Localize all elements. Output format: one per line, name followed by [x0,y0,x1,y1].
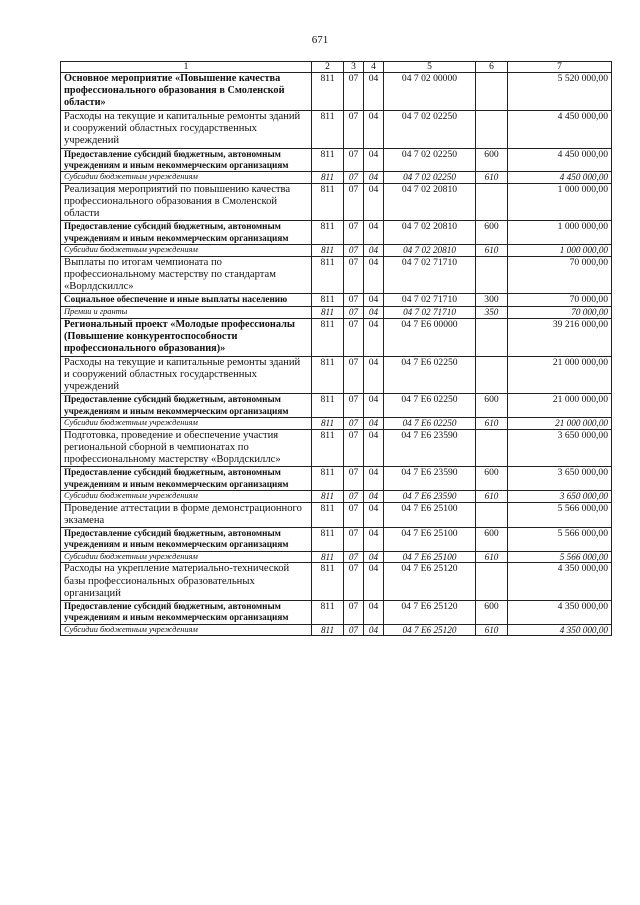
row-name: Предоставление субсидий бюджетным, автономным учреждениям и иным некоммерческим организациям [61,528,312,552]
row-code-section: 07 [344,172,364,184]
row-code-subsection: 04 [364,528,384,552]
row-code-expense-type [476,563,508,601]
row-name: Подготовка, проведение и обеспечение участия региональной сборной в чемпионатах по профессиональному мастерству «Ворлдскиллс» [61,429,312,467]
table-body [61,73,612,636]
row-code-ministry: 811 [312,467,344,491]
table-row [61,245,612,257]
row-code-target: 04 7 E6 00000 [384,318,476,356]
row-code-ministry: 811 [312,356,344,394]
row-code-ministry: 811 [312,429,344,467]
table-row [61,491,612,503]
row-amount: 5 566 000,00 [508,528,612,552]
row-code-ministry: 811 [312,294,344,307]
row-code-subsection: 04 [364,148,384,172]
row-code-ministry: 811 [312,624,344,636]
row-amount: 4 450 000,00 [508,148,612,172]
row-code-expense-type: 600 [476,148,508,172]
row-amount: 70 000,00 [508,307,612,319]
row-code-subsection: 04 [364,307,384,319]
row-code-subsection: 04 [364,502,384,528]
row-code-ministry: 811 [312,307,344,319]
row-name: Субсидии бюджетным учреждениям [61,624,312,636]
row-name: Расходы на укрепление материально-технической базы профессиональных образовательных организаций [61,563,312,601]
row-amount: 4 450 000,00 [508,172,612,184]
row-code-ministry: 811 [312,73,344,111]
row-code-target: 04 7 02 20810 [384,245,476,257]
row-code-section: 07 [344,148,364,172]
row-code-section: 07 [344,563,364,601]
column-header-2: 2 [312,62,344,73]
row-code-ministry: 811 [312,491,344,503]
table-row [61,467,612,491]
row-name: Субсидии бюджетным учреждениям [61,551,312,563]
row-code-section: 07 [344,183,364,221]
row-code-section: 07 [344,356,364,394]
row-code-subsection: 04 [364,294,384,307]
row-code-section: 07 [344,307,364,319]
row-code-section: 07 [344,601,364,625]
table-row [61,183,612,221]
row-code-target: 04 7 E6 25120 [384,563,476,601]
row-amount: 5 520 000,00 [508,73,612,111]
column-header-6: 6 [476,62,508,73]
row-code-section: 07 [344,294,364,307]
row-code-section: 07 [344,429,364,467]
table-row [61,551,612,563]
row-amount: 39 216 000,00 [508,318,612,356]
row-code-expense-type [476,318,508,356]
row-code-expense-type: 610 [476,491,508,503]
row-name: Реализация мероприятий по повышению качества профессионального образования в Смоленской области [61,183,312,221]
row-code-subsection: 04 [364,418,384,430]
row-amount: 4 350 000,00 [508,563,612,601]
row-code-expense-type: 600 [476,221,508,245]
table-row [61,256,612,294]
row-code-expense-type [476,183,508,221]
row-code-section: 07 [344,418,364,430]
row-code-ministry: 811 [312,172,344,184]
column-header-5: 5 [384,62,476,73]
page-number: 671 [311,34,329,46]
row-amount: 5 566 000,00 [508,551,612,563]
row-name: Выплаты по итогам чемпионата по профессиональному мастерству по стандартам «Ворлдскиллс» [61,256,312,294]
row-code-ministry: 811 [312,551,344,563]
row-code-target: 04 7 02 20810 [384,221,476,245]
column-header-7: 7 [508,62,612,73]
row-code-ministry: 811 [312,110,344,148]
table-row [61,418,612,430]
row-code-expense-type [476,356,508,394]
row-name: Предоставление субсидий бюджетным, автономным учреждениям и иным некоммерческим организациям [61,601,312,625]
row-code-expense-type: 610 [476,418,508,430]
row-code-ministry: 811 [312,245,344,257]
row-code-section: 07 [344,528,364,552]
row-code-section: 07 [344,624,364,636]
row-amount: 70 000,00 [508,256,612,294]
row-code-ministry: 811 [312,221,344,245]
row-code-section: 07 [344,551,364,563]
row-name: Предоставление субсидий бюджетным, автономным учреждениям и иным некоммерческим организациям [61,467,312,491]
row-name: Проведение аттестации в форме демонстрационного экзамена [61,502,312,528]
table-row [61,502,612,528]
row-amount: 1 000 000,00 [508,221,612,245]
row-code-ministry: 811 [312,502,344,528]
row-code-target: 04 7 02 02250 [384,148,476,172]
budget-table [60,61,612,636]
row-code-target: 04 7 E6 23590 [384,429,476,467]
row-code-ministry: 811 [312,601,344,625]
row-code-target: 04 7 E6 25100 [384,528,476,552]
row-amount: 1 000 000,00 [508,245,612,257]
row-code-subsection: 04 [364,394,384,418]
row-code-subsection: 04 [364,245,384,257]
row-code-subsection: 04 [364,467,384,491]
row-code-subsection: 04 [364,601,384,625]
row-code-target: 04 7 E6 23590 [384,467,476,491]
row-code-section: 07 [344,467,364,491]
row-code-subsection: 04 [364,491,384,503]
row-code-target: 04 7 02 02250 [384,172,476,184]
row-code-ministry: 811 [312,318,344,356]
row-code-subsection: 04 [364,356,384,394]
row-name: Социальное обеспечение и иные выплаты населению [61,294,312,307]
row-code-target: 04 7 02 71710 [384,294,476,307]
row-name: Основное мероприятие «Повышение качества профессионального образования в Смоленской области» [61,73,312,111]
table-row [61,318,612,356]
row-code-subsection: 04 [364,551,384,563]
row-name: Субсидии бюджетным учреждениям [61,245,312,257]
row-code-subsection: 04 [364,183,384,221]
table-row [61,110,612,148]
row-name: Премии и гранты [61,307,312,319]
row-amount: 4 450 000,00 [508,110,612,148]
row-code-section: 07 [344,110,364,148]
row-code-expense-type [476,502,508,528]
row-code-target: 04 7 E6 02250 [384,418,476,430]
row-code-section: 07 [344,394,364,418]
row-code-section: 07 [344,491,364,503]
row-code-expense-type [476,73,508,111]
row-code-expense-type: 600 [476,467,508,491]
row-code-subsection: 04 [364,221,384,245]
row-code-target: 04 7 02 71710 [384,307,476,319]
row-amount: 4 350 000,00 [508,624,612,636]
row-name: Субсидии бюджетным учреждениям [61,172,312,184]
table-row [61,148,612,172]
row-name: Предоставление субсидий бюджетным, автономным учреждениям и иным некоммерческим организациям [61,221,312,245]
row-code-section: 07 [344,73,364,111]
row-amount: 4 350 000,00 [508,601,612,625]
row-code-subsection: 04 [364,318,384,356]
row-code-expense-type: 610 [476,551,508,563]
row-code-target: 04 7 E6 25100 [384,551,476,563]
row-code-ministry: 811 [312,528,344,552]
table-row [61,624,612,636]
row-code-subsection: 04 [364,73,384,111]
table-row [61,394,612,418]
row-amount: 21 000 000,00 [508,394,612,418]
table-header [61,62,612,73]
row-amount: 70 000,00 [508,294,612,307]
row-code-expense-type [476,429,508,467]
row-code-target: 04 7 E6 25100 [384,502,476,528]
row-code-ministry: 811 [312,394,344,418]
row-code-expense-type: 350 [476,307,508,319]
row-code-subsection: 04 [364,429,384,467]
row-code-expense-type: 600 [476,394,508,418]
row-code-ministry: 811 [312,183,344,221]
row-code-expense-type [476,256,508,294]
row-code-target: 04 7 E6 02250 [384,356,476,394]
header-row [61,62,612,73]
table-row [61,294,612,307]
row-code-target: 04 7 E6 25120 [384,601,476,625]
row-code-ministry: 811 [312,256,344,294]
row-code-subsection: 04 [364,563,384,601]
row-code-target: 04 7 02 20810 [384,183,476,221]
table-row [61,172,612,184]
row-code-subsection: 04 [364,256,384,294]
row-amount: 3 650 000,00 [508,429,612,467]
row-code-target: 04 7 02 02250 [384,110,476,148]
row-code-target: 04 7 E6 25120 [384,624,476,636]
row-code-subsection: 04 [364,624,384,636]
row-amount: 21 000 000,00 [508,356,612,394]
row-code-target: 04 7 02 71710 [384,256,476,294]
row-code-expense-type: 300 [476,294,508,307]
row-code-section: 07 [344,256,364,294]
row-amount: 3 650 000,00 [508,467,612,491]
table-row [61,429,612,467]
table-row [61,528,612,552]
row-amount: 5 566 000,00 [508,502,612,528]
row-code-section: 07 [344,221,364,245]
row-name: Субсидии бюджетным учреждениям [61,418,312,430]
table-row [61,73,612,111]
table-row [61,221,612,245]
row-code-subsection: 04 [364,110,384,148]
row-code-expense-type: 600 [476,601,508,625]
row-amount: 1 000 000,00 [508,183,612,221]
row-code-target: 04 7 E6 23590 [384,491,476,503]
row-name: Субсидии бюджетным учреждениям [61,491,312,503]
row-name: Расходы на текущие и капитальные ремонты зданий и сооружений областных государственных учреждений [61,356,312,394]
row-amount: 21 000 000,00 [508,418,612,430]
table-row [61,563,612,601]
row-code-target: 04 7 E6 02250 [384,394,476,418]
row-code-expense-type: 600 [476,528,508,552]
row-code-section: 07 [344,318,364,356]
table-row [61,307,612,319]
row-code-expense-type [476,110,508,148]
row-name: Региональный проект «Молодые профессионалы (Повышение конкурентоспособности профессионального образования)» [61,318,312,356]
table-row [61,601,612,625]
row-name: Расходы на текущие и капитальные ремонты зданий и сооружений областных государственных учреждений [61,110,312,148]
row-amount: 3 650 000,00 [508,491,612,503]
row-code-target: 04 7 02 00000 [384,73,476,111]
column-header-1: 1 [61,62,312,73]
row-code-subsection: 04 [364,172,384,184]
table-row [61,356,612,394]
row-code-ministry: 811 [312,418,344,430]
row-code-ministry: 811 [312,148,344,172]
row-code-section: 07 [344,502,364,528]
column-header-3: 3 [344,62,364,73]
row-name: Предоставление субсидий бюджетным, автономным учреждениям и иным некоммерческим организациям [61,394,312,418]
column-header-4: 4 [364,62,384,73]
row-code-expense-type: 610 [476,245,508,257]
row-code-expense-type: 610 [476,172,508,184]
row-name: Предоставление субсидий бюджетным, автономным учреждениям и иным некоммерческим организациям [61,148,312,172]
row-code-ministry: 811 [312,563,344,601]
row-code-section: 07 [344,245,364,257]
row-code-expense-type: 610 [476,624,508,636]
